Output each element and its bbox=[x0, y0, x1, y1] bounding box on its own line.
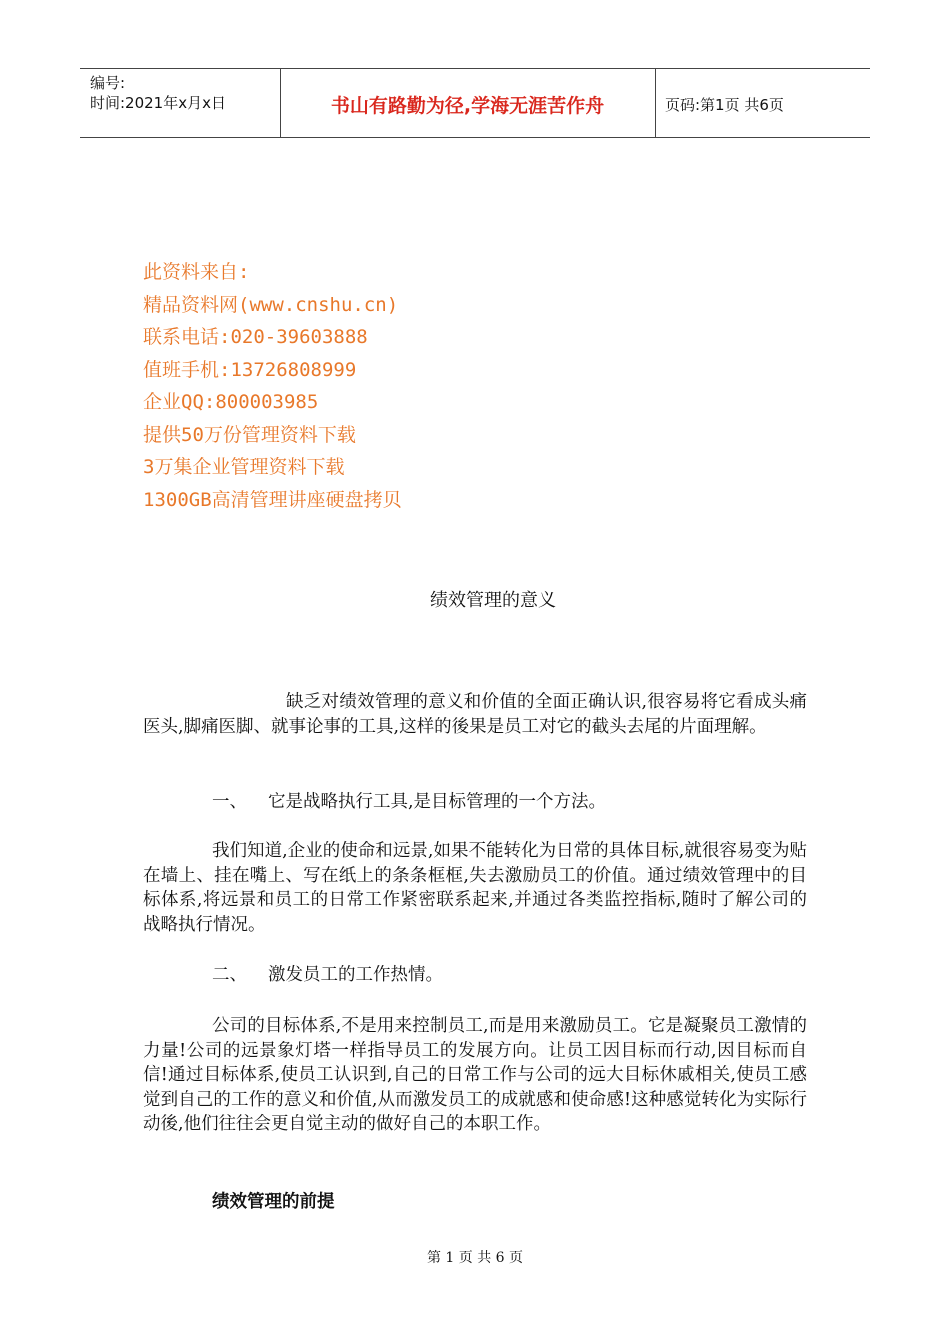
header-page-label: 页码:第1页 共6页 bbox=[665, 96, 784, 114]
section-title: 绩效管理的前提 bbox=[212, 1192, 335, 1212]
body-paragraph-1: 我们知道,企业的使命和远景,如果不能转化为日常的具体目标,就很容易变为贴在墙上、挂在嘴上、写在纸上的条条框框,失去激励员工的价值。通过绩效管理中的目标体系,将远景和员工的日常工作紧密联系起来,并通过各类监控指标,随时了解公司的战略执行情况。 bbox=[143, 841, 807, 935]
list-item-1 bbox=[212, 790, 606, 814]
promo-line: 此资料来自: bbox=[143, 261, 250, 283]
document-title: 绩效管理的意义 bbox=[430, 590, 556, 611]
header-table bbox=[80, 68, 870, 138]
header-meta bbox=[90, 73, 226, 113]
promo-line: 3万集企业管理资料下载 bbox=[143, 456, 345, 478]
promo-line: 联系电话:020-39603888 bbox=[143, 326, 368, 348]
list-item-2 bbox=[212, 963, 443, 987]
promo-line: 企业QQ:800003985 bbox=[143, 391, 319, 413]
promo-line: 值班手机:13726808999 bbox=[143, 358, 357, 381]
list-item-number: 一、 bbox=[212, 792, 247, 812]
promo-line: 1300GB高清管理讲座硬盘拷贝 bbox=[143, 488, 402, 511]
list-item-text: 激发员工的工作热情。 bbox=[268, 965, 443, 985]
page-footer: 第 1 页 共 6 页 bbox=[426, 1250, 524, 1266]
header-time-label: 时间:2021年x月x日 bbox=[90, 94, 226, 112]
header-divider bbox=[655, 69, 656, 137]
promo-line: 提供50万份管理资料下载 bbox=[143, 423, 356, 446]
body-paragraph-2: 公司的目标体系,不是用来控制员工,而是用来激励员工。它是凝聚员工激情的力量!公司的远景象灯塔一样指导员工的发展方向。让员工因目标而行动,因目标而自信!通过目标体系,使员工认识到,自己的日常工作与公司的远大目标休戚相关,使员工感觉到自己的工作的意义和价值,从而激发员工的成就感和使命感!这种感觉转化为实际行动後,他们往往会更自觉主动的做好自己的本职工作。 bbox=[143, 1016, 807, 1134]
header-number-label: 编号: bbox=[90, 74, 126, 92]
promo-line: 精品资料网(www.cnshu.cn) bbox=[143, 293, 399, 316]
header-motto: 书山有路勤为径,学海无涯苦作舟 bbox=[330, 95, 605, 117]
intro-paragraph: 缺乏对绩效管理的意义和价值的全面正确认识,很容易将它看成头痛医头,脚痛医脚、就事论事的工具,这样的後果是员工对它的截头去尾的片面理解。 bbox=[143, 692, 807, 737]
promo-block bbox=[143, 256, 402, 516]
list-item-text: 它是战略执行工具,是目标管理的一个方法。 bbox=[268, 792, 607, 812]
list-item-number: 二、 bbox=[212, 965, 247, 985]
